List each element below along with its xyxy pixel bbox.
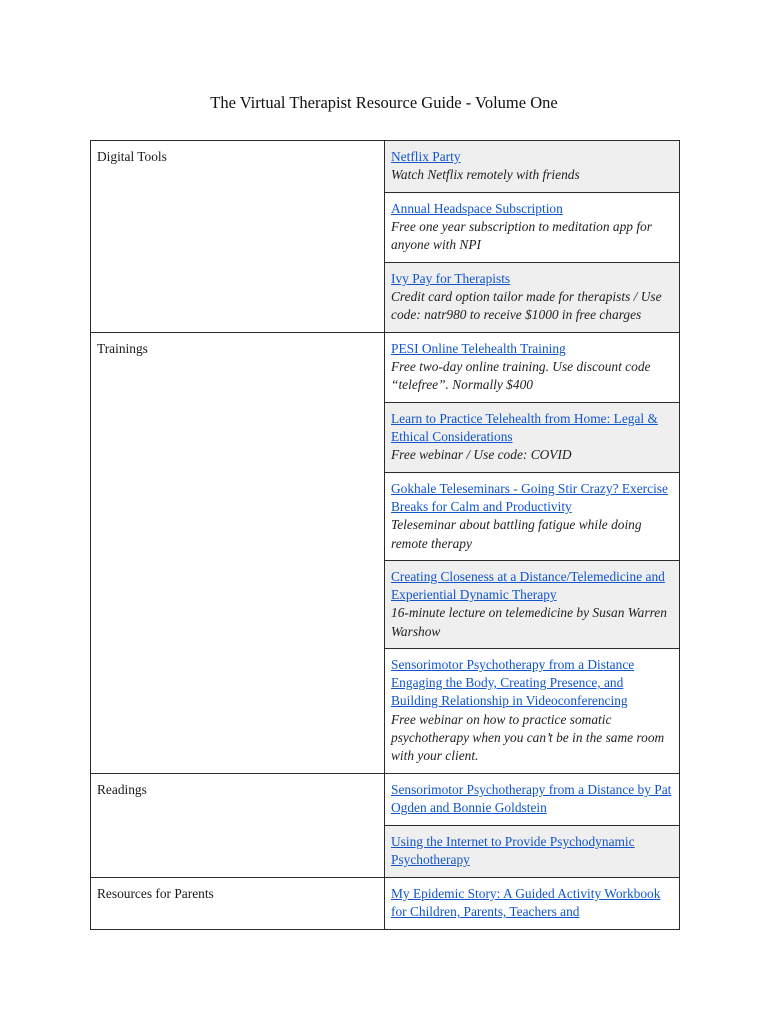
resource-description: 16-minute lecture on telemedicine by Susan Warren Warshow	[391, 605, 667, 639]
resource-link[interactable]: Learn to Practice Telehealth from Home: Legal & Ethical Considerations	[391, 411, 658, 445]
resource-description: Teleseminar about battling fatigue while doing remote therapy	[391, 517, 642, 551]
resource-cell	[385, 193, 680, 263]
category-label: Readings	[97, 782, 147, 797]
category-cell	[91, 333, 385, 774]
resource-table	[90, 140, 680, 930]
resource-cell	[385, 141, 680, 193]
resource-link[interactable]: Sensorimotor Psychotherapy from a Distance by Pat Ogden and Bonnie Goldstein	[391, 782, 672, 816]
resource-link[interactable]: Sensorimotor Psychotherapy from a Distance Engaging the Body, Creating Presence, and Building Relationship in Videoconferencing	[391, 657, 635, 709]
resource-description: Free webinar on how to practice somatic psychotherapy when you can’t be in the same room with your client.	[391, 711, 665, 764]
resource-cell	[385, 561, 680, 649]
table-row	[91, 774, 680, 826]
resource-cell	[385, 826, 680, 878]
category-cell	[91, 141, 385, 333]
category-label: Trainings	[97, 341, 148, 356]
resource-cell	[385, 473, 680, 561]
resource-link[interactable]: Annual Headspace Subscription	[391, 201, 563, 216]
resource-cell	[385, 333, 680, 403]
resource-cell	[385, 774, 680, 826]
resource-link[interactable]: Ivy Pay for Therapists	[391, 271, 511, 286]
resource-link[interactable]: My Epidemic Story: A Guided Activity Workbook for Children, Parents, Teachers and	[391, 886, 661, 920]
document-title: The Virtual Therapist Resource Guide - Volume One	[210, 93, 558, 112]
category-label: Digital Tools	[97, 149, 167, 164]
resource-link[interactable]: Using the Internet to Provide Psychodynamic Psychotherapy	[391, 834, 635, 868]
resource-cell	[385, 263, 680, 333]
resource-cell	[385, 649, 680, 774]
resource-link[interactable]: Netflix Party	[391, 149, 461, 164]
table-row	[91, 141, 680, 193]
resource-cell	[385, 403, 680, 473]
category-cell	[91, 878, 385, 930]
resource-link[interactable]: Creating Closeness at a Distance/Telemedicine and Experiential Dynamic Therapy	[391, 569, 665, 603]
resource-link[interactable]: PESI Online Telehealth Training	[391, 341, 566, 356]
table-row	[91, 333, 680, 403]
resource-description: Watch Netflix remotely with friends	[391, 167, 580, 183]
resource-cell	[385, 878, 680, 930]
resource-description: Credit card option tailor made for therapists / Use code: natr980 to receive $1000 in free charges	[391, 289, 662, 323]
category-label: Resources for Parents	[97, 886, 214, 901]
resource-link[interactable]: Gokhale Teleseminars - Going Stir Crazy? Exercise Breaks for Calm and Productivity	[391, 481, 668, 515]
resource-description: Free two-day online training. Use discount code “telefree”. Normally $400	[391, 359, 651, 393]
resource-description: Free webinar / Use code: COVID	[391, 447, 572, 463]
table-row	[91, 878, 680, 930]
category-cell	[91, 774, 385, 878]
resource-description: Free one year subscription to meditation app for anyone with NPI	[391, 219, 652, 253]
